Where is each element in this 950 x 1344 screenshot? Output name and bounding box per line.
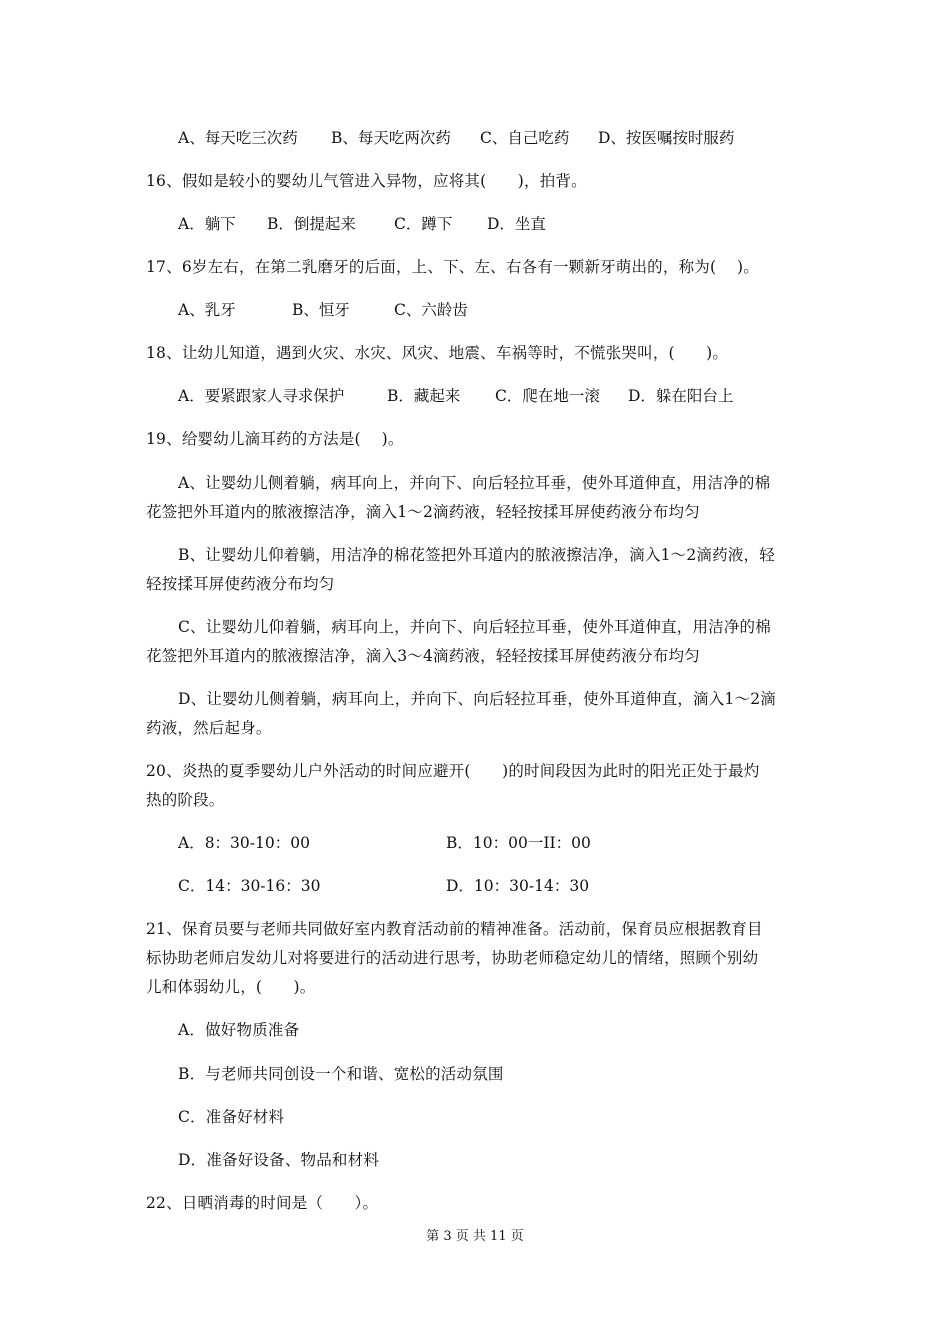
q16-stem: 16、假如是较小的婴幼儿气管进入异物，应将其( )，拍背。	[146, 172, 587, 190]
q15-option-c: C、自己吃药	[480, 129, 570, 147]
q16-option-a: A．躺下	[178, 215, 236, 233]
q20-stem-line1: 20、炎热的夏季婴幼儿户外活动的时间应避开( )的时间段因为此时的阳光正处于最灼	[146, 762, 760, 780]
q21-stem-line3: 儿和体弱幼儿，( )。	[146, 978, 316, 996]
q20-stem-line2: 热的阶段。	[146, 791, 225, 809]
q19-option-a-line1: A、让婴幼儿侧着躺，病耳向上，并向下、向后轻拉耳垂，使外耳道伸直，用洁净的棉	[178, 474, 771, 492]
q19-option-b-line1: B、让婴幼儿仰着躺，用洁净的棉花签把外耳道内的脓液擦洁净，滴入1～2滴药液，轻	[178, 546, 775, 564]
q22-stem: 22、日晒消毒的时间是（ ）。	[146, 1194, 379, 1212]
q15-option-a: A、每天吃三次药	[178, 129, 298, 147]
q18-option-d: D．躲在阳台上	[628, 387, 734, 405]
q21-stem-line1: 21、保育员要与老师共同做好室内教育活动前的精神准备。活动前，保育员应根据教育目	[146, 920, 763, 938]
q17-option-c: C、六龄齿	[394, 301, 468, 319]
q19-option-c-line2: 花签把外耳道内的脓液擦洁净，滴入3～4滴药液，轻轻按揉耳屏使药液分布均匀	[146, 647, 700, 665]
q21-option-d: D．准备好设备、物品和材料	[178, 1151, 380, 1169]
q19-option-b-line2: 轻按揉耳屏使药液分布均匀	[146, 575, 335, 593]
q16-option-c: C．蹲下	[394, 215, 453, 233]
q19-option-c-line1: C、让婴幼儿仰着躺，病耳向上，并向下、向后轻拉耳垂，使外耳道伸直，用洁净的棉	[178, 618, 771, 636]
q21-stem-line2: 标协助老师启发幼儿对将要进行的活动进行思考，协助老师稳定幼儿的情绪，照顾个别幼	[146, 949, 759, 967]
q21-option-c: C．准备好材料	[178, 1108, 285, 1126]
q21-option-a: A．做好物质准备	[178, 1021, 300, 1039]
q19-option-a-line2: 花签把外耳道内的脓液擦洁净，滴入1～2滴药液，轻轻按揉耳屏使药液分布均匀	[146, 503, 700, 521]
q20-option-d: D．10：30-14：30	[446, 877, 590, 895]
q17-stem: 17、6岁左右，在第二乳磨牙的后面，上、下、左、右各有一颗新牙萌出的，称为( )。	[146, 258, 760, 276]
q17-option-a: A、乳牙	[178, 301, 236, 319]
q15-option-b: B、每天吃两次药	[331, 129, 451, 147]
q20-option-b: B．10：00一II：00	[446, 834, 591, 852]
q18-stem: 18、让幼儿知道，遇到火灾、水灾、风灾、地震、车祸等时，不慌张哭叫，( )。	[146, 344, 729, 362]
q20-option-a: A．8：30-10：00	[178, 834, 310, 852]
q18-option-c: C．爬在地一滚	[495, 387, 600, 405]
q16-option-d: D．坐直	[487, 215, 546, 233]
q16-option-b: B．倒提起来	[267, 215, 356, 233]
q17-option-b: B、恒牙	[292, 301, 350, 319]
q19-stem: 19、给婴幼儿滴耳药的方法是( )。	[146, 430, 404, 448]
q18-option-a: A．要紧跟家人寻求保护	[178, 387, 345, 405]
page-footer: 第 3 页 共 11 页	[426, 1229, 524, 1244]
q18-option-b: B．藏起来	[387, 387, 461, 405]
q20-option-c: C．14：30-16：30	[178, 877, 321, 895]
q21-option-b: B．与老师共同创设一个和谐、宽松的活动氛围	[178, 1065, 504, 1083]
q19-option-d-line2: 药液，然后起身。	[146, 719, 272, 737]
q15-option-d: D、按医嘱按时服药	[598, 129, 735, 147]
q19-option-d-line1: D、让婴幼儿侧着躺，病耳向上，并向下、向后轻拉耳垂，使外耳道伸直，滴入1～2滴	[178, 690, 776, 708]
